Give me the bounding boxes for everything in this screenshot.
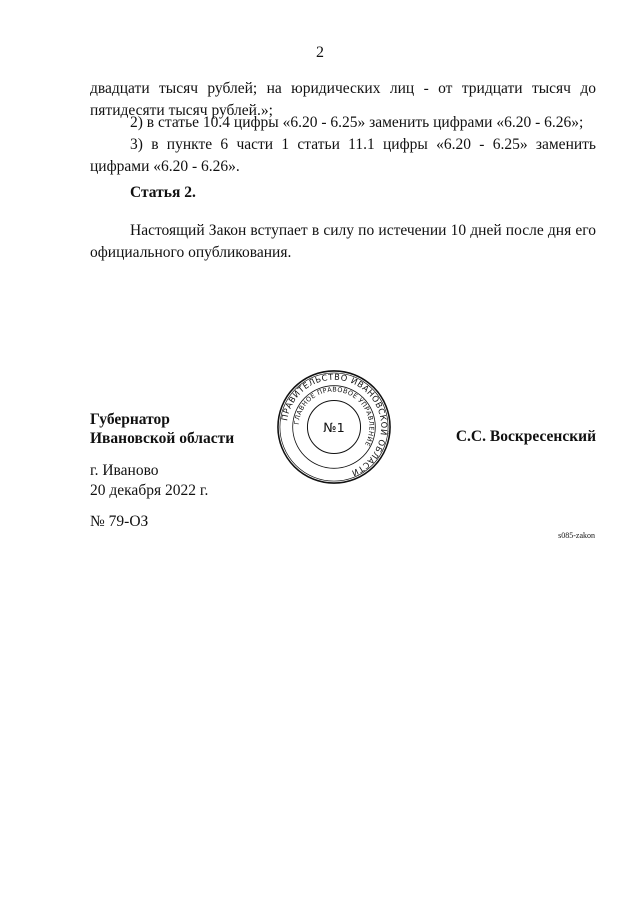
place-date bbox=[90, 461, 208, 501]
svg-text:ГЛАВНОЕ ПРАВОВОЕ УПРАВЛЕНИЕ: ГЛАВНОЕ ПРАВОВОЕ УПРАВЛЕНИЕ bbox=[292, 385, 376, 448]
paragraph-item-2: 2) в статье 10.4 цифры «6.20 - 6.25» заменить цифрами «6.20 - 6.26»; bbox=[130, 114, 584, 131]
paragraph-article-2 bbox=[90, 220, 596, 264]
file-code: s085-zakon bbox=[558, 531, 595, 540]
place: г. Иваново bbox=[90, 462, 159, 479]
article-heading: Статья 2. bbox=[130, 184, 196, 201]
paragraph-line: официального опубликования. bbox=[90, 244, 292, 261]
official-stamp bbox=[275, 368, 393, 486]
paragraph-line: пятидесяти тысяч рублей.»; bbox=[90, 102, 273, 119]
paragraph-line: Настоящий Закон вступает в силу по истечении 10 дней после дня его bbox=[130, 222, 596, 239]
paragraph-item-3 bbox=[90, 134, 596, 178]
date: 20 декабря 2022 г. bbox=[90, 482, 209, 499]
paragraph-line: двадцати тысяч рублей; на юридических лиц - от тридцати тысяч до bbox=[90, 80, 596, 97]
signer-name: С.С. Воскресенский bbox=[455, 428, 596, 445]
paragraph-line: цифрами «6.20 - 6.26». bbox=[90, 158, 240, 175]
law-number: № 79-ОЗ bbox=[90, 513, 149, 530]
paragraph-line: 3) в пункте 6 части 1 статьи 11.1 цифры «6.20 - 6.25» заменить bbox=[130, 136, 596, 153]
signature-title-line: Губернатор bbox=[90, 411, 170, 428]
signature-title bbox=[90, 410, 234, 448]
page-number: 2 bbox=[316, 44, 324, 61]
signature-title-line: Ивановской области bbox=[90, 430, 235, 447]
svg-text:ПРАВИТЕЛЬСТВО ИВАНОВСКОЙ ОБЛАС: ПРАВИТЕЛЬСТВО ИВАНОВСКОЙ ОБЛАСТИ bbox=[279, 371, 390, 479]
svg-text:№1: №1 bbox=[323, 420, 345, 436]
